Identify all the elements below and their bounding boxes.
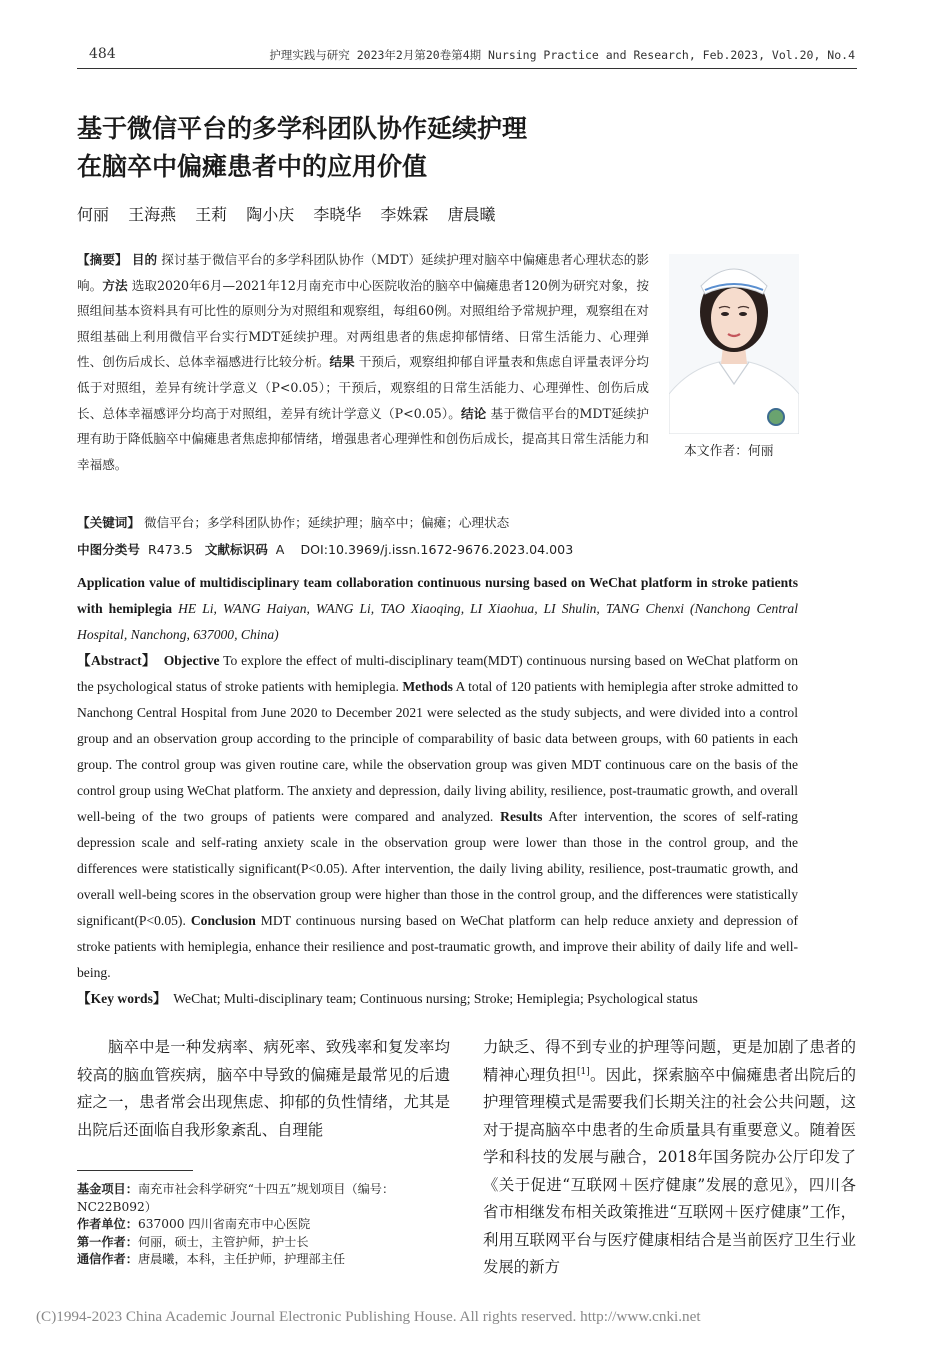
english-authors: HE Li, WANG Haiyan, WANG Li, TAO Xiaoqing, LI Xiaohua, LI Shulin, TANG Chenxi (Nanchong Central Hospital, Nanchong, 637000, China) (77, 601, 798, 642)
article-title (77, 110, 527, 186)
en-conclusion-text: MDT continuous nursing based on WeChat platform can help reduce anxiety and depression of stroke patients with hemiplegia, enhance their resilience and post-traumatic growth, and improve their ability of daily life and well-being. (77, 913, 798, 980)
unit-label: 作者单位： (77, 1217, 138, 1231)
unit-text: 637000 四川省南充市中心医院 (137, 1217, 311, 1231)
body-column-left: 脑卒中是一种发病率、病死率、致残率和复发率均较高的脑血管疾病，脑卒中导致的偏瘫是最常见的后遗症之一，患者常会出现焦虑、抑郁的负性情绪，尤其是出院后还面临自我形象紊乱、自理能 (77, 1038, 450, 1139)
copyright-footer: (C)1994-2023 China Academic Journal Electronic Publishing House. All rights reserved. http://www.cnki.net (36, 1308, 701, 1325)
abstract-label: 【摘要】 (77, 252, 128, 267)
running-header (77, 44, 857, 69)
en-results-label: Results (500, 809, 543, 824)
corresponding-text: 唐晨曦，本科，主任护师，护理部主任 (137, 1252, 346, 1266)
citation-ref: [1] (576, 1066, 590, 1077)
body-right-text-b: 。因此，探索脑卒中偏瘫患者出院后的护理管理模式是需要我们长期关注的社会公共问题，这对于提高脑卒中患者的生命质量具有重要意义。随着医学和科技的发展与融合，2018年国务院办公厅印发了《关于促进“互联网＋医疗健康”发展的意见》，四川各省市相继发布相关政策推进“互联网＋医疗健康”工作，利用互联网平台与医疗健康相结合是当前医疗卫生行业发展的新方 (483, 1065, 856, 1276)
keywords-label: 【关键词】 (77, 515, 140, 530)
doc-code: A (275, 542, 285, 557)
clc-label: 中图分类号 (77, 542, 140, 557)
page-number: 484 (89, 46, 116, 62)
en-methods-text: A total of 120 patients with hemiplegia after stroke admitted to Nanchong Central Hospital from June 2020 to December 2021 were selected as the study subjects, and were divided into a control group and an observation group according to the principle of comparability of basic data between groups, with 60 patients in each group. The control group was given routine care, while the observation group was given MDT continuous care on the basis of the control group using WeChat platform. The anxiety and depression, daily living ability, resilience, post-traumatic growth, and overall well-being of the two groups of patients were compared and analyzed. (77, 679, 798, 824)
body-right-text-a: 力缺乏、得不到专业的护理等问题，更是加剧了患者的精神心理负担 (483, 1038, 856, 1084)
journal-info: 护理实践与研究 2023年2月第20卷第4期 Nursing Practice and Research, Feb.2023, Vol.20, No.4 (269, 48, 855, 62)
fund-text: 南充市社会科学研究“十四五”规划项目（编号：NC22B092） (77, 1182, 395, 1214)
methods-label: 方法 (102, 277, 128, 293)
author-photo (669, 254, 799, 434)
first-author-text: 何丽，硕士，主管护师，护士长 (137, 1234, 309, 1249)
conclusion-text: 基于微信平台的MDT延续护理有助于降低脑卒中偏瘫患者焦虑抑郁情绪，增强患者心理弹性和创伤后成长，提高其日常生活能力和幸福感。 (77, 405, 649, 472)
photo-caption: 本文作者：何丽 (684, 444, 774, 459)
en-objective-text: To explore the effect of multi-disciplinary team(MDT) continuous nursing based on WeChat platform on the psychological status of stroke patients with hemiplegia. (77, 653, 798, 694)
abstract-cn (77, 247, 649, 477)
keywords-text: 微信平台；多学科团队协作；延续护理；脑卒中；偏瘫；心理状态 (143, 515, 510, 530)
first-author-label: 第一作者： (77, 1234, 138, 1249)
en-methods-label: Methods (402, 679, 453, 694)
title-line-1: 基于微信平台的多学科团队协作延续护理 (77, 114, 528, 143)
doc-code-label: 文献标识码 (204, 542, 268, 557)
title-line-2: 在脑卒中偏瘫患者中的应用价值 (77, 152, 428, 181)
en-keywords-text: WeChat; Multi-disciplinary team; Continuous nursing; Stroke; Hemiplegia; Psychological status (173, 991, 698, 1006)
en-conclusion-label: Conclusion (190, 913, 256, 928)
corresponding-label: 通信作者： (77, 1252, 138, 1266)
english-title: Application value of multidisciplinary team collaboration continuous nursing based on WeChat platform in stroke patients with hemiplegia (77, 575, 798, 616)
fund-label: 基金项目： (77, 1182, 138, 1196)
body-column-right (483, 1034, 856, 1282)
clc-code: R473.5 (147, 542, 193, 557)
footnotes (77, 1181, 450, 1269)
footnote-divider (77, 1170, 193, 1171)
classification-line (77, 539, 573, 558)
en-objective-label: Objective (163, 653, 220, 668)
en-keywords-label: 【Key words】 (77, 991, 167, 1006)
results-text: 干预后，观察组抑郁自评量表和焦虑自评量表评分均低于对照组，差异有统计学意义（P<0.05）；干预后，观察组的日常生活能力、心理弹性、创伤后成长、总体幸福感评分均高于对照组，差异有统计学意义（P<0.05）。 (77, 354, 650, 421)
author-list: 何丽 王海燕 王莉 陶小庆 李晓华 李姝霖 唐晨曦 (77, 205, 496, 224)
abstract-en (77, 570, 798, 1012)
en-results-text: After intervention, the scores of self-rating depression scale and self-rating anxiety scale in the observation group were lower than those in the control group, and the differences were statistically significant(P<0.05). After intervention, the daily living ability, resilience, post-traumatic growth, and overall well-being scores in the observation group were higher than those in the control group, and the differences were statistically significant(P<0.05). (77, 809, 798, 928)
objective-text: 探讨基于微信平台的多学科团队协作（MDT）延续护理对脑卒中偏瘫患者心理状态的影响。 (77, 252, 649, 293)
keywords-cn (77, 512, 509, 531)
en-abstract-label: 【Abstract】 (77, 653, 157, 668)
conclusion-label: 结论 (460, 405, 487, 421)
doi: DOI:10.3969/j.issn.1672-9676.2023.04.003 (300, 542, 574, 557)
methods-text: 选取2020年6月—2021年12月南充市中心医院收治的脑卒中偏瘫患者120例为研究对象，按照组间基本资料具有可比性的原则分为对照组和观察组，每组60例。对照组给予常规护理，观察组在对照组基础上利用微信平台实行MDT延续护理。对两组患者的焦虑抑郁情绪、日常生活能力、心理弹性、创伤后成长、总体幸福感进行比较分析。 (77, 277, 649, 370)
objective-label: 目的 (131, 252, 158, 267)
results-label: 结果 (329, 354, 355, 370)
